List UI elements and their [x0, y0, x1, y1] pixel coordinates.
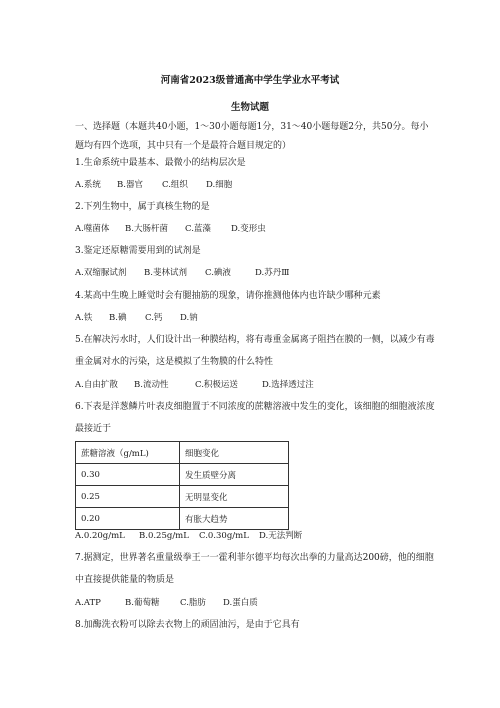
question-5-option-a: A.自由扩散: [75, 380, 118, 390]
question-5-option-c: C.积极运送: [195, 380, 238, 390]
question-6-option-d: D.无法判断: [259, 531, 303, 541]
question-7-option-d: D.蛋白质: [223, 598, 258, 608]
question-7-stem-line-1: 7.据测定，世界著名重量级拳王一一霍利菲尔德平均每次出拳的力量高达200磅，他的细胞: [75, 553, 434, 563]
question-7-stem-line-2: 中直接提供能量的物质是: [75, 575, 175, 585]
table-cell: 0.30: [76, 464, 180, 486]
question-3-option-d: D.苏丹Ⅲ: [255, 268, 290, 278]
table-row: [76, 508, 289, 530]
question-1-option-c: C.组织: [162, 180, 188, 190]
question-7-option-c: C.脂肪: [180, 598, 206, 608]
sucrose-table: [75, 441, 289, 530]
question-6-stem-line-2: 最接近于: [75, 424, 112, 434]
question-2-option-b: B.大肠杆菌: [125, 224, 168, 234]
section-intro-line-1: 一、选择题（本题共40小题，1～30小题每题1分，31～40小题每题2分，共50分。每小: [75, 122, 429, 132]
question-2-option-a: A.噬菌体: [75, 224, 110, 234]
question-1-option-b: B.器官: [117, 180, 143, 190]
exam-title: 河南省2023级普通高中学生学业水平考试: [160, 75, 340, 86]
question-7-option-b: B.葡萄糖: [125, 598, 160, 608]
question-4-option-a: A.铁: [75, 313, 93, 323]
question-8-stem: 8.加酶洗衣粉可以除去衣物上的顽固油污，是由于它具有: [75, 620, 300, 630]
table-cell: 0.25: [76, 486, 180, 508]
table-cell: 有胀大趋势: [180, 508, 289, 530]
question-3-option-a: A.双缩脲试剂: [75, 268, 127, 278]
table-header-cell: 细胞变化: [180, 442, 289, 464]
table-header-cell: 蔗糖溶液（g/mL): [76, 442, 180, 464]
question-1-stem: 1.生命系统中最基本、最微小的结构层次是: [75, 158, 246, 168]
question-6-option-c: C.0.30g/mL: [199, 531, 249, 541]
table-header-row: [76, 442, 289, 464]
question-4-option-c: C.钙: [145, 313, 163, 323]
question-5-option-d: D.选择透过注: [262, 380, 314, 390]
question-4-stem: 4.某高中生晚上睡觉时会有腿抽筋的现象，请你推测他体内也许缺少哪种元素: [75, 291, 381, 301]
table-cell: 0.20: [76, 508, 180, 530]
table-cell: 无明显变化: [180, 486, 289, 508]
question-4-option-d: D.钠: [180, 313, 198, 323]
question-6-option-a: A.0.20g/mL: [75, 531, 125, 541]
question-2-option-d: D.变形虫: [231, 224, 266, 234]
question-5-option-b: B.流动性: [134, 380, 169, 390]
question-1-option-a: A.系统: [75, 180, 101, 190]
question-3-option-b: B.斐林试剂: [144, 268, 187, 278]
table-row: [76, 486, 289, 508]
question-7-option-a: A.ATP: [75, 598, 101, 608]
question-6-option-b: B.0.25g/mL: [139, 531, 189, 541]
question-3-option-c: C.碘液: [205, 268, 231, 278]
question-5-stem-line-2: 重金属对水的污染，这是模拟了生物膜的什么特性: [75, 357, 274, 367]
question-6-stem-line-1: 6.下表是洋葱鳞片叶表皮细胞置于不同浓度的蔗糖溶液中发生的变化，该细胞的细胞液浓度: [75, 402, 435, 412]
section-intro-line-2: 题均有四个选项，其中只有一个是最符合题目规定的）: [75, 141, 292, 151]
question-2-stem: 2.下列生物中，属于真核生物的是: [75, 202, 210, 212]
question-2-option-c: C.蓝藻: [185, 224, 211, 234]
table-cell: 发生质壁分离: [180, 464, 289, 486]
table-row: [76, 464, 289, 486]
question-3-stem: 3.鉴定还原糖需要用到的试剂是: [75, 246, 201, 256]
exam-subject: 生物试题: [230, 102, 269, 113]
question-4-option-b: B.碘: [109, 313, 127, 323]
question-5-stem-line-1: 5.在解决污水时，人们设计出一种膜结构，将有毒重金属离子阻挡在膜的一侧，以减少有毒: [75, 335, 435, 345]
question-1-option-d: D.细胞: [206, 180, 233, 190]
